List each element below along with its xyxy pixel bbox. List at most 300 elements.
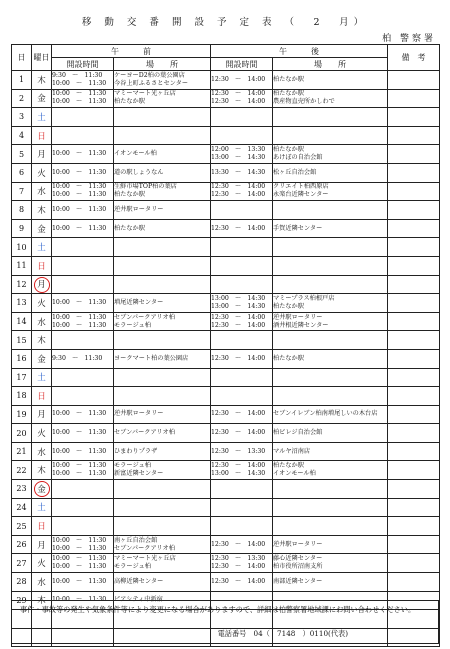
weekday-cell (32, 573, 52, 592)
am-time-cell (52, 275, 114, 294)
day-cell: 27 (12, 554, 32, 573)
am-place-cell (114, 275, 211, 294)
remarks-cell (388, 498, 440, 517)
am-place-line: ピアシティ中新宿 (114, 596, 163, 604)
table-row (12, 535, 440, 554)
am-time-cell (52, 424, 114, 443)
am-time-line: 10:00 ～ 11:30 (52, 555, 107, 563)
weekday-label: 火 (37, 168, 46, 179)
weekday-label: 日 (37, 391, 46, 402)
weekday-cell (32, 275, 52, 294)
weekday-cell (32, 256, 52, 275)
pm-time-cell (211, 294, 273, 313)
remarks-cell (388, 573, 440, 592)
am-time-cell (52, 238, 114, 257)
pm-place-line: マルヤ沼南店 (273, 447, 311, 455)
weekday-label: 土 (37, 112, 46, 123)
remarks-cell (388, 517, 440, 536)
day-cell: 29 (12, 591, 32, 610)
am-time-line: 10:00 ～ 11:30 (52, 470, 107, 478)
pm-time-line: 12:30 ～ 14:00 (211, 321, 266, 329)
pm-place-line: 柏たなか駅 (273, 90, 304, 98)
day-cell: 6 (12, 163, 32, 182)
weekday-cell (32, 201, 52, 220)
table-row (12, 368, 440, 387)
pm-place-cell (273, 219, 388, 238)
pm-place-cell (273, 256, 388, 275)
pm-time-line: 12:30 ～ 14:00 (211, 429, 266, 437)
pm-place-cell (273, 461, 388, 480)
am-time-cell (52, 201, 114, 220)
am-time-cell (52, 145, 114, 164)
am-time-cell (52, 554, 114, 573)
pm-time-line: 13:00 ～ 14:30 (211, 294, 266, 302)
remarks-cell (388, 312, 440, 331)
remarks-cell (388, 219, 440, 238)
am-place-cell (114, 517, 211, 536)
am-time-line: 10:00 ～ 11:30 (52, 536, 107, 544)
day-cell: 5 (12, 145, 32, 164)
am-time-cell (52, 480, 114, 499)
pm-place-cell (273, 108, 388, 127)
table-row (12, 71, 440, 90)
am-time-line: 10:00 ～ 11:30 (52, 79, 107, 87)
pm-place-cell (273, 238, 388, 257)
remarks-cell (388, 163, 440, 182)
day-cell: 26 (12, 535, 32, 554)
pm-time-cell (211, 517, 273, 536)
day-cell: 4 (12, 126, 32, 145)
pm-time-cell (211, 126, 273, 145)
pm-place-line: 柏たなか駅 (273, 354, 304, 362)
table-row (12, 349, 440, 368)
pm-time-cell (211, 387, 273, 406)
pm-time-line: 13:00 ～ 14:30 (211, 470, 266, 478)
remarks-cell (388, 71, 440, 90)
am-place-line: 増尾近隣センター (114, 298, 164, 306)
am-place-line: 新富近隣センター (114, 470, 164, 478)
weekday-cell (32, 368, 52, 387)
pm-place-cell (273, 126, 388, 145)
pm-place-header: 場 所 (273, 58, 388, 71)
pm-time-line: 12:30 ～ 14:00 (211, 563, 266, 571)
am-time-line: 10:00 ～ 11:30 (52, 563, 107, 571)
phone-number: 電話番号 04（ 7148 ）0110(代表) (217, 629, 348, 638)
pm-place-line: 農産物直売所かしわで (273, 98, 335, 106)
am-time-line: 10:00 ～ 11:30 (52, 191, 107, 199)
remarks-cell (388, 126, 440, 145)
pm-time-cell (211, 145, 273, 164)
weekday-label: 日 (37, 261, 46, 272)
remarks-cell (388, 535, 440, 554)
am-place-cell (114, 145, 211, 164)
day-cell: 24 (12, 498, 32, 517)
pm-place-line: 藤心近隣センター (273, 555, 323, 563)
am-place-line: 柏たなか駅 (114, 98, 145, 106)
weekday-label: 月 (37, 150, 46, 161)
weekday-label: 火 (37, 429, 46, 440)
am-time-line: 10:00 ～ 11:30 (52, 313, 107, 321)
day-cell: 3 (12, 108, 32, 127)
pm-time-line: 12:30 ～ 14:00 (211, 577, 266, 585)
table-row (12, 238, 440, 257)
pm-place-line: 柏市役所沼南支所 (273, 563, 323, 571)
pm-time-line: 12:30 ～ 14:00 (211, 183, 266, 191)
day-cell: 22 (12, 461, 32, 480)
am-time-cell (52, 405, 114, 424)
pm-place-cell (273, 163, 388, 182)
pm-time-line: 12:30 ～ 14:00 (211, 462, 266, 470)
weekday-label: 金 (37, 224, 46, 235)
day-cell: 28 (12, 573, 32, 592)
pm-place-cell (273, 349, 388, 368)
pm-time-cell (211, 554, 273, 573)
pm-place-cell (273, 294, 388, 313)
pm-place-line: マミープラス柏根戸店 (273, 294, 335, 302)
pm-time-line: 13:00 ～ 14:30 (211, 302, 266, 310)
am-time-cell (52, 461, 114, 480)
remarks-cell (388, 349, 440, 368)
am-place-line: セブンパークアリオ柏 (114, 544, 175, 552)
am-time-cell (52, 517, 114, 536)
am-place-line: 柏たなか駅 (114, 191, 145, 199)
weekday-cell (32, 480, 52, 499)
weekday-cell (32, 312, 52, 331)
am-place-line: モラージュ柏 (114, 563, 151, 571)
am-time-line: 10:00 ～ 11:30 (52, 90, 107, 98)
pm-time-header: 開設時間 (211, 58, 273, 71)
pm-time-cell (211, 182, 273, 201)
pm-time-line: 12:30 ～ 14:00 (211, 224, 266, 232)
day-cell: 17 (12, 368, 32, 387)
day-cell: 12 (12, 275, 32, 294)
pm-place-cell (273, 201, 388, 220)
am-time-line: 10:00 ～ 11:30 (52, 298, 107, 306)
table-row (12, 275, 440, 294)
weekday-cell (32, 145, 52, 164)
am-time-line: 10:00 ～ 11:30 (52, 410, 107, 418)
pm-time-cell (211, 201, 273, 220)
pm-place-cell (273, 535, 388, 554)
weekday-cell (32, 498, 52, 517)
am-place-line: セブンパークアリオ柏 (114, 429, 175, 437)
am-time-cell (52, 368, 114, 387)
am-place-line: マミーマート光ヶ丘店 (114, 555, 176, 563)
table-row (12, 387, 440, 406)
weekday-cell (32, 442, 52, 461)
am-place-line: セブンパークアリオ柏 (114, 313, 175, 321)
am-time-cell (52, 163, 114, 182)
day-cell: 1 (12, 71, 32, 90)
am-place-cell (114, 349, 211, 368)
day-cell: 2 (12, 89, 32, 108)
pm-place-line: 柏たなか駅 (273, 146, 304, 154)
table-row (12, 312, 440, 331)
remarks-cell (388, 461, 440, 480)
am-time-cell (52, 219, 114, 238)
weekday-label: 火 (37, 559, 46, 570)
am-place-line: 柏たなか駅 (114, 224, 145, 232)
pm-place-cell (273, 89, 388, 108)
am-place-line: 逆井駅ロータリー (114, 205, 164, 213)
weekday-label: 月 (37, 280, 46, 291)
am-time-cell (52, 535, 114, 554)
weekday-label: 火 (37, 298, 46, 309)
remarks-cell (388, 331, 440, 350)
pm-place-cell (273, 480, 388, 499)
pm-time-cell (211, 331, 273, 350)
pm-place-cell (273, 554, 388, 573)
day-header: 日 (12, 45, 32, 71)
table-row (12, 126, 440, 145)
am-place-line: マミーマート光ヶ丘店 (114, 90, 176, 98)
weekday-cell (32, 387, 52, 406)
am-place-cell (114, 238, 211, 257)
am-time-line: 10:00 ～ 11:30 (52, 447, 107, 455)
pm-place-line: あけぼの自治会館 (273, 154, 323, 162)
am-time-cell (52, 294, 114, 313)
am-place-cell (114, 312, 211, 331)
day-cell: 10 (12, 238, 32, 257)
table-row (12, 498, 440, 517)
pm-time-cell (211, 368, 273, 387)
pm-place-cell (273, 331, 388, 350)
am-time-line: 10:00 ～ 11:30 (52, 544, 107, 552)
am-place-line: 道の駅しょうなん (114, 168, 164, 176)
weekday-cell (32, 294, 52, 313)
remarks-cell (388, 405, 440, 424)
am-time-line: 10:00 ～ 11:30 (52, 150, 107, 158)
am-place-line: 高柳近隣センター (114, 577, 164, 585)
am-place-cell (114, 573, 211, 592)
table-row (12, 405, 440, 424)
pm-time-line: 12:30 ～ 14:00 (211, 191, 266, 199)
am-time-cell (52, 331, 114, 350)
pm-place-line: 逆井駅ロータリー (273, 313, 323, 321)
pm-place-cell (273, 573, 388, 592)
pm-time-cell (211, 163, 273, 182)
pm-time-cell (211, 238, 273, 257)
am-place-cell (114, 256, 211, 275)
remarks-cell (388, 554, 440, 573)
weekday-cell (32, 535, 52, 554)
weekday-label: 水 (37, 187, 46, 198)
weekday-label: 金 (37, 354, 46, 365)
pm-time-cell (211, 442, 273, 461)
pm-time-cell (211, 275, 273, 294)
day-cell: 7 (12, 182, 32, 201)
table-row (12, 201, 440, 220)
pm-time-cell (211, 312, 273, 331)
pm-place-line: 南部近隣センター (273, 577, 323, 585)
pm-place-cell (273, 145, 388, 164)
pm-time-cell (211, 89, 273, 108)
am-place-cell (114, 535, 211, 554)
am-place-cell (114, 108, 211, 127)
day-cell: 23 (12, 480, 32, 499)
footer-note: 事件・事故等の発生や気象条件等により変更になる場合がありますので、詳細は柏警察署地域課にお問い合わせください。 (20, 605, 416, 614)
pm-place-cell (273, 368, 388, 387)
day-cell: 9 (12, 219, 32, 238)
table-row (12, 294, 440, 313)
am-time-cell (52, 312, 114, 331)
weekday-label: 木 (37, 596, 46, 607)
weekday-cell (32, 405, 52, 424)
remarks-cell (388, 256, 440, 275)
pm-time-line: 12:30 ～ 14:00 (211, 313, 266, 321)
pm-place-cell (273, 71, 388, 90)
weekday-label: 土 (37, 243, 46, 254)
weekday-label: 月 (37, 410, 46, 421)
pm-place-line: 松ヶ丘自治会館 (273, 168, 317, 176)
day-cell: 21 (12, 442, 32, 461)
am-time-line: 10:00 ～ 11:30 (52, 183, 107, 191)
remarks-header: 備 考 (388, 45, 440, 71)
table-row (12, 517, 440, 536)
am-place-line: 逆井駅ロータリー (114, 410, 164, 418)
pm-time-line: 12:30 ～ 14:00 (211, 75, 266, 83)
am-place-cell (114, 442, 211, 461)
pm-time-cell (211, 405, 273, 424)
pm-time-cell (211, 573, 273, 592)
station-name: 柏 警察署 (382, 34, 436, 44)
am-place-cell (114, 219, 211, 238)
weekday-cell (32, 349, 52, 368)
day-cell: 16 (12, 349, 32, 368)
am-time-cell (52, 498, 114, 517)
table-row (12, 145, 440, 164)
am-place-cell (114, 201, 211, 220)
remarks-cell (388, 424, 440, 443)
pm-time-cell (211, 219, 273, 238)
remarks-cell (388, 89, 440, 108)
am-time-cell (52, 387, 114, 406)
am-time-line: 9:30 ～ 11:30 (52, 71, 103, 79)
am-place-cell (114, 498, 211, 517)
pm-place-cell (273, 312, 388, 331)
day-cell: 25 (12, 517, 32, 536)
weekday-cell (32, 424, 52, 443)
pm-time-line: 12:30 ～ 13:30 (211, 447, 266, 455)
pm-place-cell (273, 442, 388, 461)
am-header: 午 前 (52, 45, 211, 58)
pm-time-cell (211, 461, 273, 480)
pm-place-line: 永楽台近隣センター (273, 191, 329, 199)
weekday-label: 日 (37, 131, 46, 142)
table-row (12, 331, 440, 350)
am-place-line: 南ヶ丘自治会館 (114, 536, 158, 544)
am-place-line: イオンモール柏 (114, 150, 157, 158)
am-time-line: 10:00 ～ 11:30 (52, 596, 107, 604)
pm-header: 午 後 (211, 45, 388, 58)
pm-place-cell (273, 182, 388, 201)
pm-place-line: 手賀近隣センター (273, 224, 323, 232)
am-time-cell (52, 71, 114, 90)
pm-place-cell (273, 387, 388, 406)
pm-place-cell (273, 424, 388, 443)
am-time-cell (52, 349, 114, 368)
pm-time-line: 12:30 ～ 14:00 (211, 410, 266, 418)
remarks-cell (388, 182, 440, 201)
pm-time-line: 12:00 ～ 13:30 (211, 146, 266, 154)
pm-place-line: 柏ビレジ自治会館 (273, 429, 323, 437)
day-cell: 19 (12, 405, 32, 424)
table-row (12, 424, 440, 443)
pm-time-line: 13:00 ～ 14:30 (211, 154, 266, 162)
am-place-line: モラージュ柏 (114, 462, 151, 470)
pm-place-line: イオンモール柏 (273, 470, 316, 478)
remarks-cell (388, 145, 440, 164)
table-row (12, 554, 440, 573)
pm-time-line: 12:30 ～ 14:00 (211, 354, 266, 362)
weekday-label: 水 (37, 447, 46, 458)
table-row (12, 89, 440, 108)
am-time-cell (52, 108, 114, 127)
remarks-cell (388, 238, 440, 257)
weekday-label: 月 (37, 540, 46, 551)
am-place-cell (114, 182, 211, 201)
am-time-line: 10:00 ～ 11:30 (52, 205, 107, 213)
footer-box (11, 600, 439, 644)
pm-place-line: 柏たなか駅 (273, 462, 304, 470)
pm-time-cell (211, 108, 273, 127)
pm-time-line: 12:30 ～ 14:00 (211, 90, 266, 98)
am-place-cell (114, 126, 211, 145)
day-cell: 18 (12, 387, 32, 406)
pm-place-line: セブンイレブン柏南増尾しいの木台店 (273, 410, 378, 418)
table-row (12, 219, 440, 238)
am-time-cell (52, 182, 114, 201)
weekday-label: 金 (37, 94, 46, 105)
remarks-cell (388, 442, 440, 461)
remarks-cell (388, 294, 440, 313)
pm-time-cell (211, 71, 273, 90)
am-place-cell (114, 405, 211, 424)
day-cell: 15 (12, 331, 32, 350)
am-place-cell (114, 368, 211, 387)
pm-place-cell (273, 275, 388, 294)
table-row (12, 461, 440, 480)
am-place-line: ケーヨーD2柏の葉公園店 (114, 71, 185, 79)
am-place-cell (114, 461, 211, 480)
am-time-cell (52, 573, 114, 592)
am-time-line: 10:00 ～ 11:30 (52, 224, 107, 232)
pm-time-cell (211, 498, 273, 517)
am-time-cell (52, 442, 114, 461)
weekday-label: 木 (37, 336, 46, 347)
am-time-header: 開設時間 (52, 58, 114, 71)
weekday-label: 木 (37, 466, 46, 477)
weekday-cell (32, 461, 52, 480)
pm-time-line: 12:30 ～ 14:00 (211, 540, 266, 548)
table-row (12, 573, 440, 592)
weekday-label: 木 (37, 75, 46, 86)
am-time-line: 10:00 ～ 11:30 (52, 98, 107, 106)
table-row (12, 256, 440, 275)
am-place-cell (114, 480, 211, 499)
am-place-line: モラージュ柏 (114, 321, 151, 329)
am-place-line: 今谷上町ふるさとセンター (114, 79, 189, 87)
pm-place-line: クリエイト柏西原店 (273, 183, 329, 191)
pm-time-cell (211, 535, 273, 554)
pm-place-cell (273, 405, 388, 424)
am-place-cell (114, 387, 211, 406)
day-cell: 8 (12, 201, 32, 220)
weekday-cell (32, 238, 52, 257)
table-row (12, 108, 440, 127)
table-row (12, 442, 440, 461)
weekday-label: 水 (37, 577, 46, 588)
